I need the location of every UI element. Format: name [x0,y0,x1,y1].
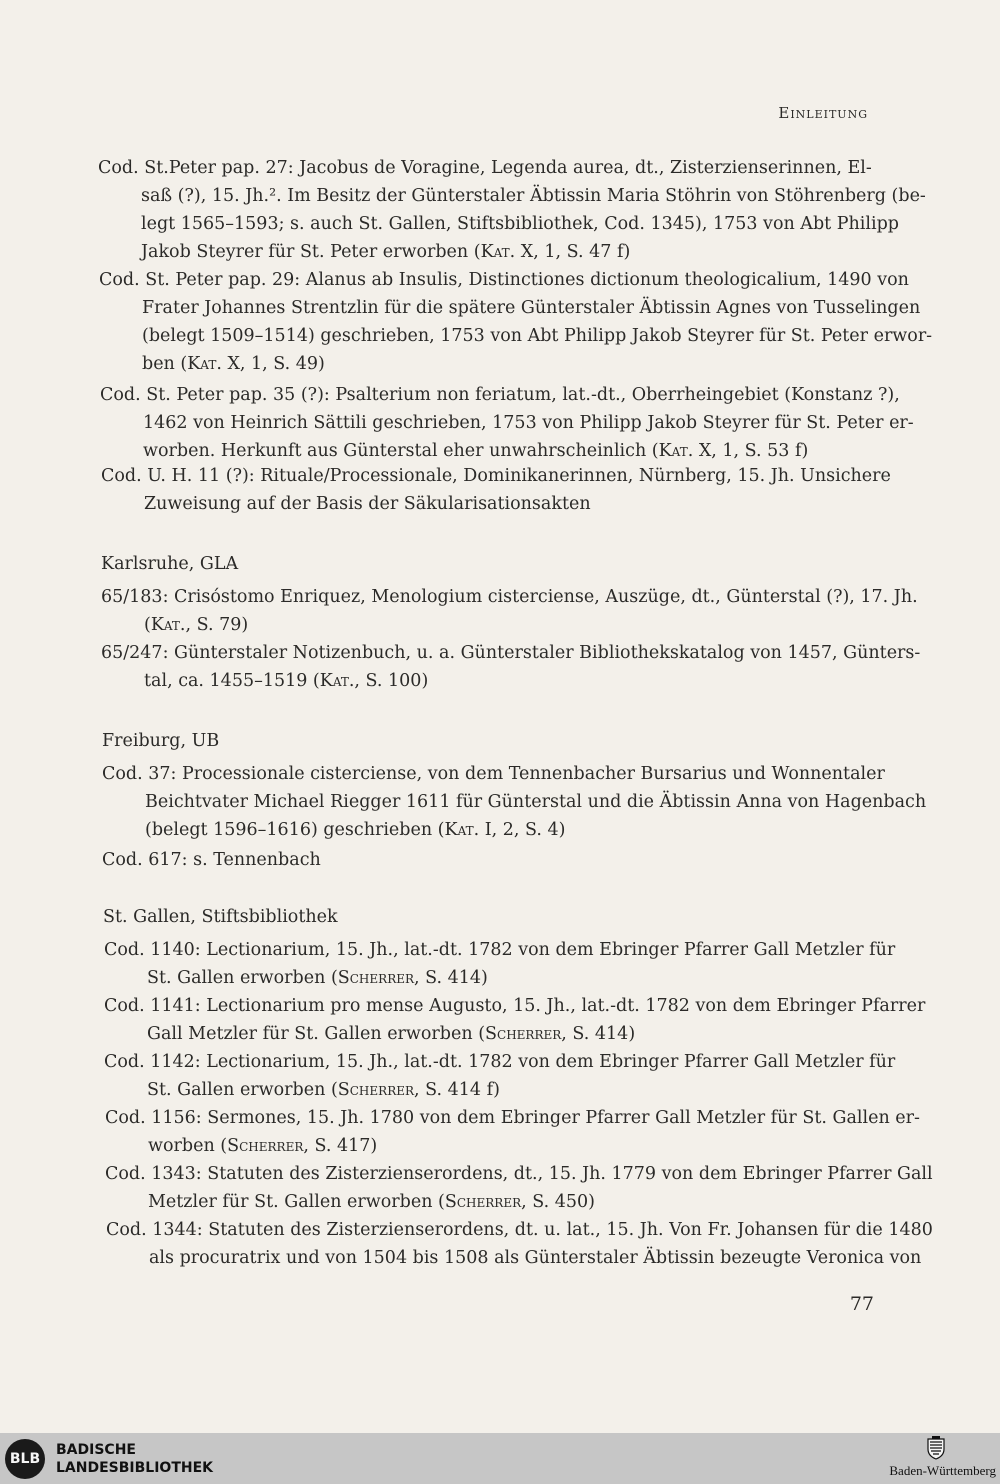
catalog-entry [99,266,933,378]
entry-line: Beichtvater Michael Riegger 1611 für Günterstal und die Äbtissin Anna von Hagenbach [145,792,927,812]
library-name-line: LANDESBIBLIOTHEK [56,1460,214,1476]
entry-line: Zuweisung auf der Basis der Säkularisationsakten [144,494,591,514]
entry-line: (belegt 1509–1514) geschrieben, 1753 von Abt Philipp Jakob Steyrer für St. Peter erwor- [142,326,933,346]
state-name[interactable]: Baden-Württemberg [889,1463,996,1478]
entry-line: Frater Johannes Strentzlin für die spätere Günterstaler Äbtissin Agnes von Tusselingen [142,298,921,318]
baden-wuerttemberg-crest-icon[interactable] [926,1436,946,1460]
entry-line: Cod. 1156: Sermones, 15. Jh. 1780 von dem Ebringer Pfarrer Gall Metzler für St. Gallen er- [105,1108,920,1128]
section-heading: Freiburg, UB [102,731,220,751]
catalog-entry [100,381,914,465]
entry-line: Cod. 1142: Lectionarium, 15. Jh., lat.-dt. 1782 von dem Ebringer Pfarrer Gall Metzler für [104,1052,896,1072]
entry-line: Cod. St. Peter pap. 35 (?): Psalterium non feriatum, lat.-dt., Oberrheingebiet (Konstanz ?), [100,385,900,405]
catalog-entry [104,936,896,992]
entry-line: (belegt 1596–1616) geschrieben (Kat. I, 2, S. 4) [145,820,566,840]
entry-line: Cod. 1140: Lectionarium, 15. Jh., lat.-dt. 1782 von dem Ebringer Pfarrer Gall Metzler für [104,940,896,960]
entry-line: 65/247: Günterstaler Notizenbuch, u. a. Günterstaler Bibliothekskatalog von 1457, Günters- [101,643,921,663]
entry-line: 1462 von Heinrich Sättili geschrieben, 1753 von Philipp Jakob Steyrer für St. Peter er- [143,413,914,433]
entry-line: Gall Metzler für St. Gallen erworben (Scherrer, S. 414) [147,1024,636,1044]
entry-line: legt 1565–1593; s. auch St. Gallen, Stiftsbibliothek, Cod. 1345), 1753 von Abt Philipp [141,214,899,234]
entry-line: tal, ca. 1455–1519 (Kat., S. 100) [144,671,429,691]
entry-line: Cod. St.Peter pap. 27: Jacobus de Voragine, Legenda aurea, dt., Zisterzienserinnen, El- [98,158,872,178]
entry-line: Cod. 1344: Statuten des Zisterzienserordens, dt. u. lat., 15. Jh. Von Fr. Johansen für die 1480 [106,1220,933,1240]
page-number: 77 [849,1293,874,1315]
catalog-entry [101,639,921,695]
section-heading: Karlsruhe, GLA [101,554,239,574]
running-head: Einleitung [778,104,868,122]
entry-line: St. Gallen erworben (Scherrer, S. 414) [147,968,488,988]
entry-line: Cod. U. H. 11 (?): Rituale/Processionale, Dominikanerinnen, Nürnberg, 15. Jh. Unsichere [101,466,891,486]
catalog-entry [104,992,926,1048]
viewer-footer [0,1433,1000,1484]
entry-line: worben. Herkunft aus Günterstal eher unwahrscheinlich (Kat. X, 1, S. 53 f) [143,441,809,461]
entry-line: Cod. 617: s. Tennenbach [102,850,321,870]
entry-line: (Kat., S. 79) [144,615,249,635]
catalog-entry [106,1216,933,1272]
library-name-line: BADISCHE [56,1442,136,1458]
section-heading: St. Gallen, Stiftsbibliothek [103,907,338,927]
entry-line: als procuratrix und von 1504 bis 1508 als Günterstaler Äbtissin bezeugte Veronica von [149,1248,922,1268]
blb-logo[interactable]: BLB [5,1439,45,1479]
library-name[interactable] [56,1441,213,1477]
entry-line: Jakob Steyrer für St. Peter erworben (Kat. X, 1, S. 47 f) [141,242,631,262]
entry-line: Cod. 37: Processionale cisterciense, von dem Tennenbacher Bursarius und Wonnentaler [102,764,885,784]
entry-line: worben (Scherrer, S. 417) [148,1136,378,1156]
entry-line: saß (?), 15. Jh.². Im Besitz der Günterstaler Äbtissin Maria Stöhrin von Stöhrenberg (be- [141,186,926,206]
entry-line: Cod. 1141: Lectionarium pro mense Augusto, 15. Jh., lat.-dt. 1782 von dem Ebringer Pfarrer [104,996,926,1016]
catalog-entry [101,583,918,639]
catalog-entry [104,1048,896,1104]
catalog-entry [105,1160,933,1216]
catalog-entry [105,1104,920,1160]
catalog-entry [98,154,926,266]
catalog-entry [102,846,872,874]
catalog-entry [102,760,927,844]
entry-line: 65/183: Crisóstomo Enriquez, Menologium cisterciense, Auszüge, dt., Günterstal (?), 17. Jh. [101,587,918,607]
entry-line: St. Gallen erworben (Scherrer, S. 414 f) [147,1080,500,1100]
entry-line: Metzler für St. Gallen erworben (Scherrer, S. 450) [148,1192,595,1212]
entry-line: ben (Kat. X, 1, S. 49) [142,354,325,374]
catalog-entry [101,462,891,518]
entry-line: Cod. St. Peter pap. 29: Alanus ab Insulis, Distinctiones dictionum theologicalium, 1490 von [99,270,909,290]
entry-line: Cod. 1343: Statuten des Zisterzienserordens, dt., 15. Jh. 1779 von dem Ebringer Pfarrer Gall [105,1164,933,1184]
